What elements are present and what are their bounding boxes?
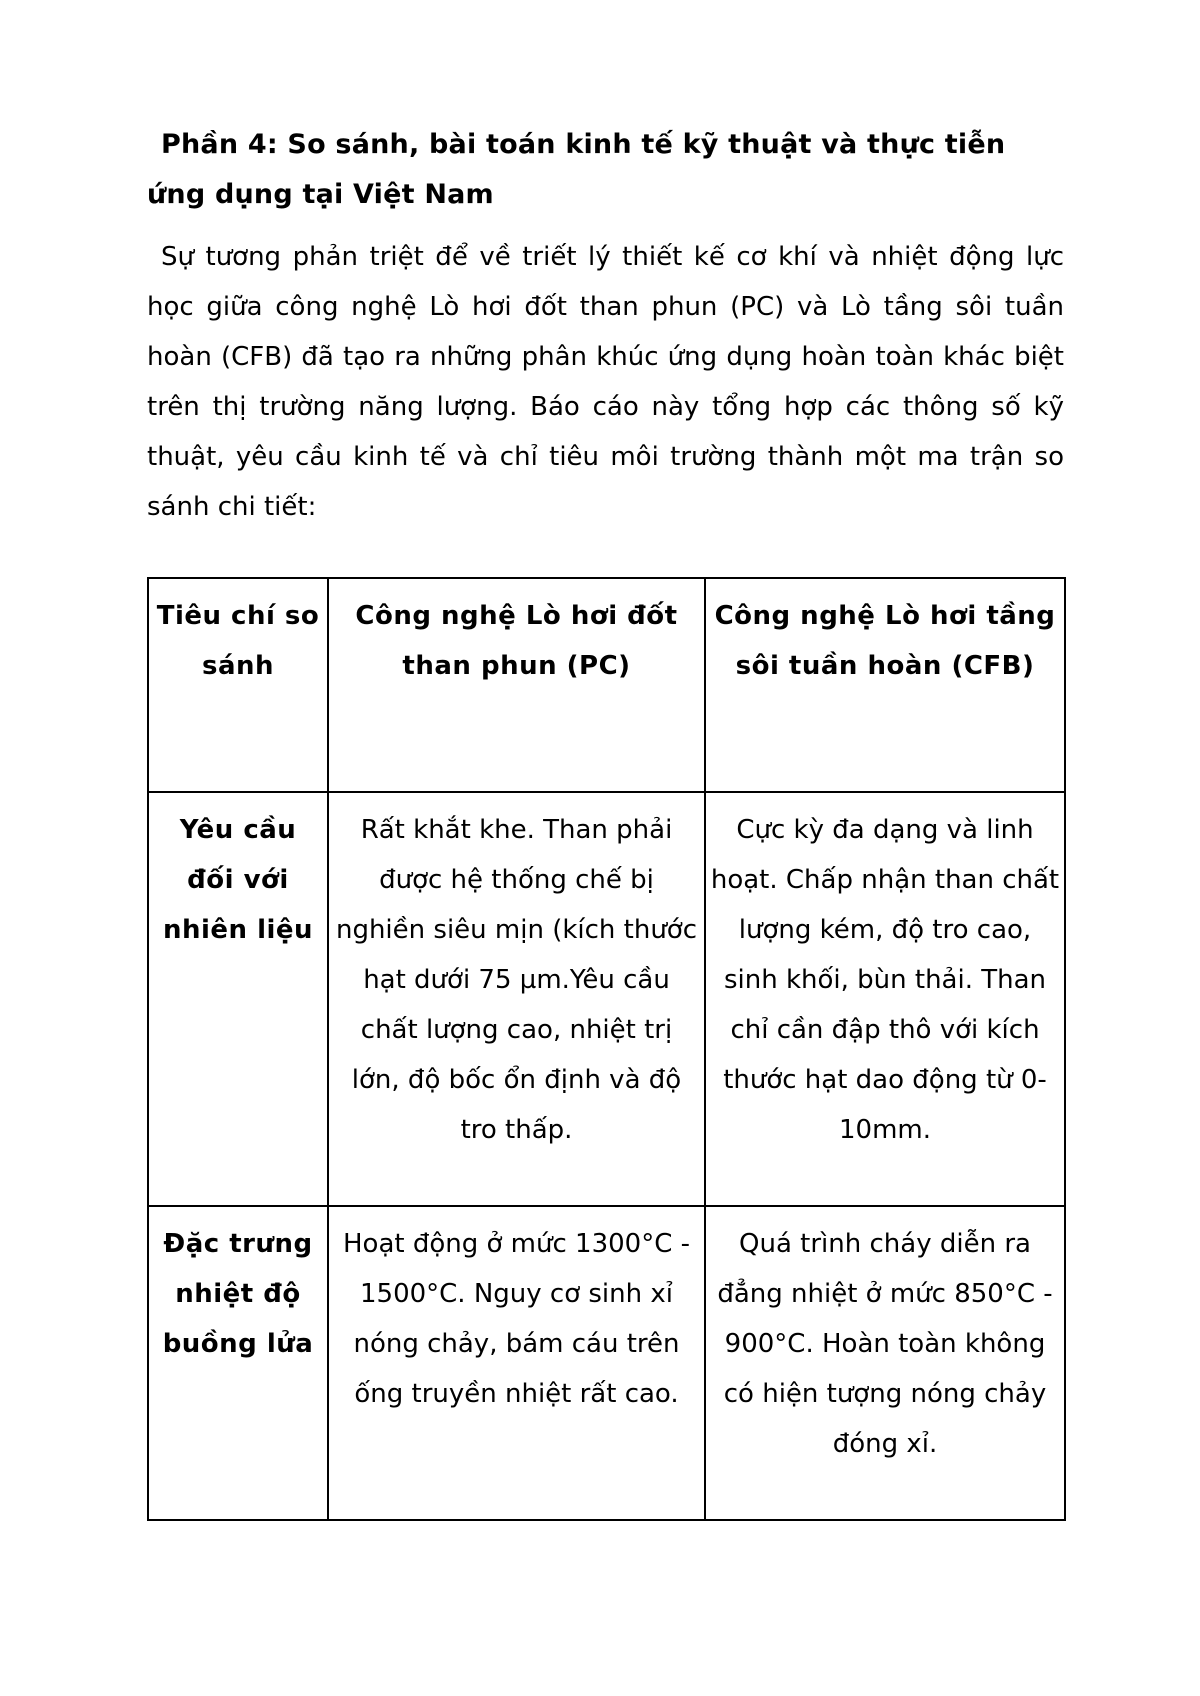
comparison-table (147, 577, 1066, 1521)
header-criterion: Tiêu chí so sánh (148, 578, 328, 792)
row-cfb-cell: Cực kỳ đa dạng và linh hoạt. Chấp nhận than chất lượng kém, độ tro cao, sinh khối, bùn thải. Than chỉ cần đập thô với kích thước hạt dao động từ 0-10mm. (705, 792, 1065, 1206)
section-heading: Phần 4: So sánh, bài toán kinh tế kỹ thuật và thực tiễn ứng dụng tại Việt Nam (147, 129, 1006, 210)
row-criterion: Yêu cầu đối với nhiên liệu (148, 792, 328, 1206)
table-row (148, 792, 1065, 1206)
table-row (148, 1206, 1065, 1520)
header-cfb: Công nghệ Lò hơi tầng sôi tuần hoàn (CFB) (705, 578, 1065, 792)
row-cfb-cell: Quá trình cháy diễn ra đẳng nhiệt ở mức 850°C - 900°C. Hoàn toàn không có hiện tượng nóng chảy đóng xỉ. (705, 1206, 1065, 1520)
row-criterion: Đặc trưng nhiệt độ buồng lửa (148, 1206, 328, 1520)
intro-paragraph: Sự tương phản triệt để về triết lý thiết kế cơ khí và nhiệt động lực học giữa công nghệ Lò hơi đốt than phun (PC) và Lò tầng sôi tuần hoàn (CFB) đã tạo ra những phân khúc ứng dụng hoàn toàn khác biệt trên thị trường năng lượng. Báo cáo này tổng hợp các thông số kỹ thuật, yêu cầu kinh tế và chỉ tiêu môi trường thành một ma trận so sánh chi tiết: (147, 242, 1064, 522)
row-pc-cell: Hoạt động ở mức 1300°C - 1500°C. Nguy cơ sinh xỉ nóng chảy, bám cáu trên ống truyền nhiệt rất cao. (328, 1206, 705, 1520)
table-header-row (148, 578, 1065, 792)
row-pc-cell: Rất khắt khe. Than phải được hệ thống chế bị nghiền siêu mịn (kích thước hạt dưới 75 µm.Yêu cầu chất lượng cao, nhiệt trị lớn, độ bốc ổn định và độ tro thấp. (328, 792, 705, 1206)
document-page (147, 120, 1064, 1459)
header-pc: Công nghệ Lò hơi đốt than phun (PC) (328, 578, 705, 792)
